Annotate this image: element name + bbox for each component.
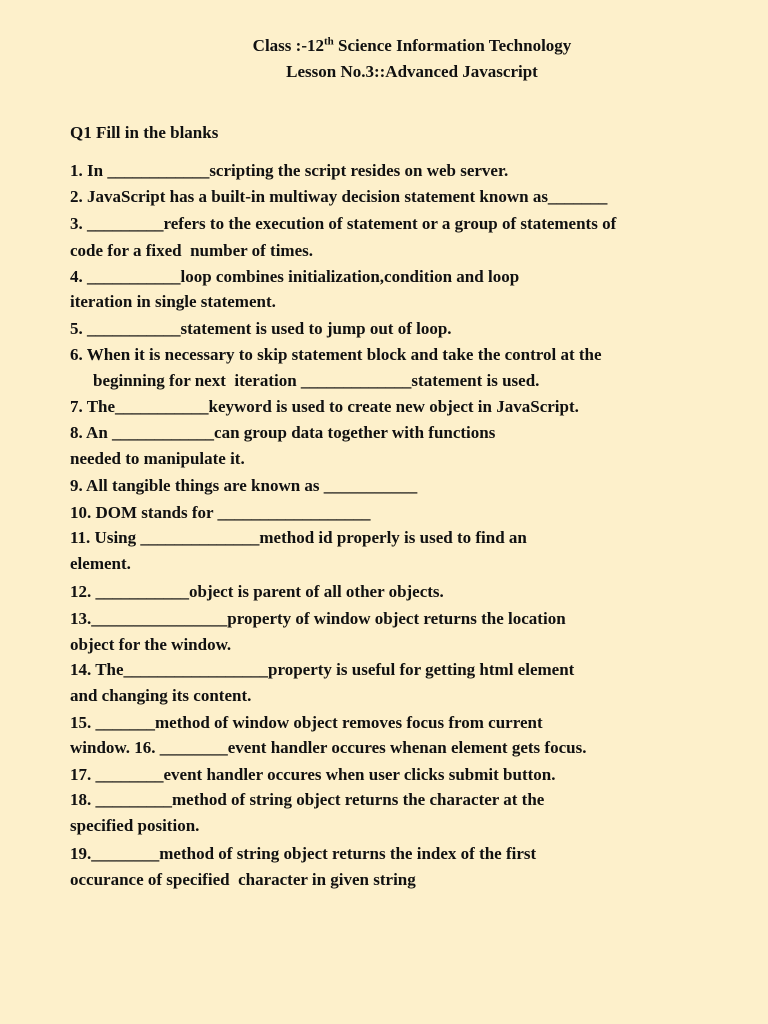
question-line: 19.________method of string object returns the index of the first (70, 844, 537, 863)
question-line: 11. Using ______________method id properly is used to find an (70, 528, 527, 547)
question-line: beginning for next iteration _____________statement is used. (93, 371, 540, 390)
question-line: 15. _______method of window object removes focus from current (70, 713, 543, 732)
question-line: 9. All tangible things are known as ___________ (70, 476, 418, 495)
question-line: 7. The___________keyword is used to create new object in JavaScript. (70, 397, 579, 416)
lesson-title: Lesson No.3::Advanced Javascript (286, 62, 538, 81)
question-line: code for a fixed number of times. (70, 241, 314, 260)
question-line: needed to manipulate it. (70, 449, 245, 468)
class-title-suffix: Science Information Technology (333, 36, 572, 55)
question-heading: Q1 Fill in the blanks (70, 123, 219, 142)
question-line: element. (70, 554, 131, 573)
question-line: 6. When it is necessary to skip statement block and take the control at the (70, 345, 602, 364)
question-line: 13.________________property of window object returns the location (70, 609, 566, 628)
question-line: 14. The_________________property is useful for getting html element (70, 660, 575, 679)
question-line: 8. An ____________can group data together with functions (70, 423, 496, 442)
question-line: 10. DOM stands for __________________ (70, 503, 371, 522)
question-line: and changing its content. (70, 686, 252, 705)
class-title-prefix: Class :-12 (252, 36, 324, 55)
question-line: 3. _________refers to the execution of statement or a group of statements of (70, 214, 617, 233)
question-line: iteration in single statement. (70, 292, 276, 311)
question-line: 5. ___________statement is used to jump out of loop. (70, 319, 452, 338)
question-line: 4. ___________loop combines initialization,condition and loop (70, 267, 520, 286)
question-line: object for the window. (70, 635, 232, 654)
class-title-superscript: th (323, 35, 334, 48)
question-line: 1. In ____________scripting the script resides on web server. (70, 161, 509, 180)
question-line: window. 16. ________event handler occures whenan element gets focus. (70, 738, 587, 757)
question-line: 18. _________method of string object returns the character at the (70, 790, 545, 809)
question-line: 12. ___________object is parent of all other objects. (70, 582, 444, 601)
question-line: occurance of specified character in given string (70, 870, 416, 889)
question-line: 17. ________event handler occures when user clicks submit button. (70, 765, 556, 784)
class-title (28, 36, 768, 56)
question-line: specified position. (70, 816, 200, 835)
question-line: 2. JavaScript has a built-in multiway decision statement known as_______ (70, 187, 608, 206)
